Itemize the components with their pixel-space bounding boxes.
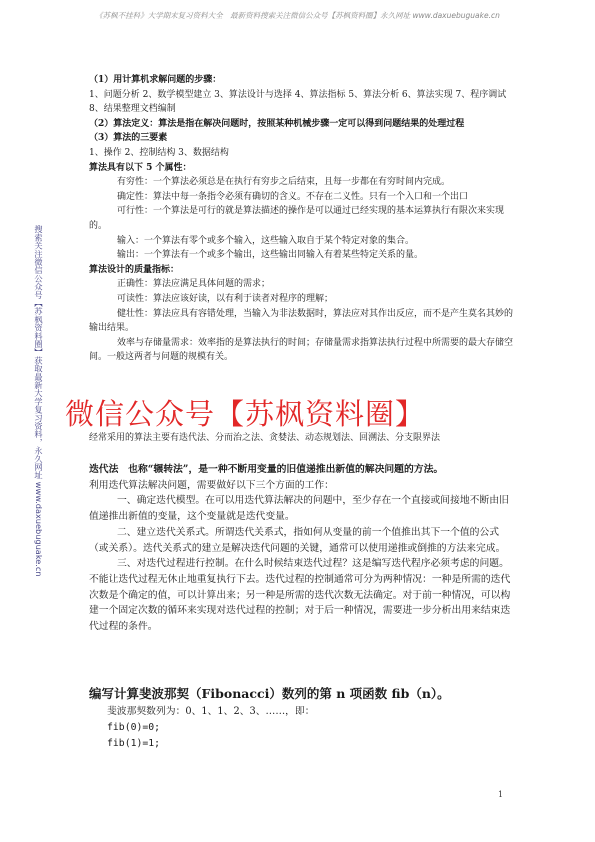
iteration-step-3: 三、对迭代过程进行控制。在什么时候结束迭代过程？这是编写迭代程序必须考虑的问题。不能让迭代过程无休止地重复执行下去。迭代过程的控制通常可分为两种情况：一种是所需的迭代次数是个确定的值，可以计算出来；另一种是所需的迭代次数无法确定。对于前一种情况，可以构建一个固定次数的循环来实现对迭代过程的控制；对于后一种情况，需要进一步分析出用来结束迭代过程的条件。 <box>89 558 511 633</box>
iteration-intro: 利用迭代算法解决问题，需要做好以下三个方面的工作： <box>89 479 334 491</box>
quality-correctness: 正确性：算法应满足具体问题的需求； <box>117 279 271 290</box>
property-definiteness: 确定性：算法中每一条指令必须有确切的含义。不存在二义性。只有一个入口和一个出口 <box>117 191 469 202</box>
property-input: 输入：一个算法有零个或多个输入，这些输入取自于某个特定对象的集合。 <box>117 235 415 246</box>
property-feasibility: 可行性：一个算法是可行的就是算法描述的操作是可以通过已经实现的基本运算执行有限次来实现的。 <box>89 206 505 231</box>
sidebar-promo-text: 搜索关注微信公众号【苏枫资料圈】获取最新大学复习资料，永久网址 www.daxuebuguake.cn <box>34 225 44 577</box>
section-common-algorithms <box>89 431 513 446</box>
iteration-step-2: 二、建立迭代关系式。所谓迭代关系式，指如何从变量的前一个值推出其下一个值的公式（或关系）。迭代关系式的建立是解决迭代问题的关键，通常可以使用递推或倒推的方法来完成。 <box>89 526 506 554</box>
quality-efficiency: 效率与存储量需求：效率指的是算法执行的时间；存储量需求指算法执行过程中所需要的最大存储空间。一般这两者与问题的规模有关。 <box>89 337 514 363</box>
section-iteration <box>89 462 513 635</box>
heading-five-properties: 算法具有以下 5 个属性： <box>89 162 192 173</box>
fibonacci-heading: 编写计算斐波那契（Fibonacci）数列的第 n 项函数 fib（n）。 <box>89 686 450 701</box>
heading-three-elements: （3）算法的三要素 <box>89 133 168 144</box>
page-header: 《苏枫不挂科》大学期末复习资料大全 最新资料搜索关注微信公众号【苏枫资料圈】永久网址 www.daxuebuguake.cn <box>95 11 500 20</box>
page-number: 1 <box>498 790 504 799</box>
quality-robustness: 健壮性：算法应具有容错处理，当输入为非法数据时，算法应对其作出反应，而不是产生莫名其妙的输出结果。 <box>89 308 514 334</box>
watermark-text: 微信公众号【苏枫资料圈】 <box>65 397 426 431</box>
common-algorithms-text: 经常采用的算法主要有迭代法、分而治之法、贪婪法、动态规划法、回溯法、分支限界法 <box>89 433 441 443</box>
heading-definition: （2）算法定义：算法是指在解决问题时，按照某种机械步骤一定可以得到问题结果的处理过程 <box>89 118 465 129</box>
property-finiteness: 有穷性：一个算法必须总是在执行有穷步之后结束，且每一步都在有穷时间内完成。 <box>117 177 451 188</box>
property-output: 输出：一个算法有一个或多个输出，这些输出同输入有着某些特定关系的量。 <box>117 250 424 261</box>
section-algorithm-basics <box>89 73 513 365</box>
steps-list: 1、问题分析 2、数学模型建立 3、算法设计与选择 4、算法指标 5、算法分析 6、算法实现 7、程序调试 8、结果整理文档编制 <box>89 89 507 115</box>
fibonacci-sequence-text: 斐波那契数列为：0、1、1、2、3、……，即： <box>107 706 315 717</box>
code-line-2: fib(1)=1; <box>107 738 161 749</box>
quality-readability: 可读性：算法应该好读，以有利于读者对程序的理解； <box>117 293 334 304</box>
section-fibonacci <box>89 684 513 752</box>
heading-steps: （1）用计算机求解问题的步骤： <box>89 75 222 85</box>
fibonacci-body <box>89 704 513 752</box>
iteration-heading: 迭代法 也称“辗转法”，是一种不断用变量的旧值递推出新值的解决问题的方法。 <box>89 464 444 475</box>
code-line-1: fib(0)=0; <box>107 722 161 733</box>
three-elements-list: 1、操作 2、控制结构 3、数据结构 <box>89 147 229 158</box>
heading-quality-metrics: 算法设计的质量指标： <box>89 264 180 275</box>
iteration-step-1: 一、确定迭代模型。在可以用迭代算法解决的问题中，至少存在一个直接或间接地不断由旧值递推出新值的变量，这个变量就是迭代变量。 <box>89 495 509 523</box>
